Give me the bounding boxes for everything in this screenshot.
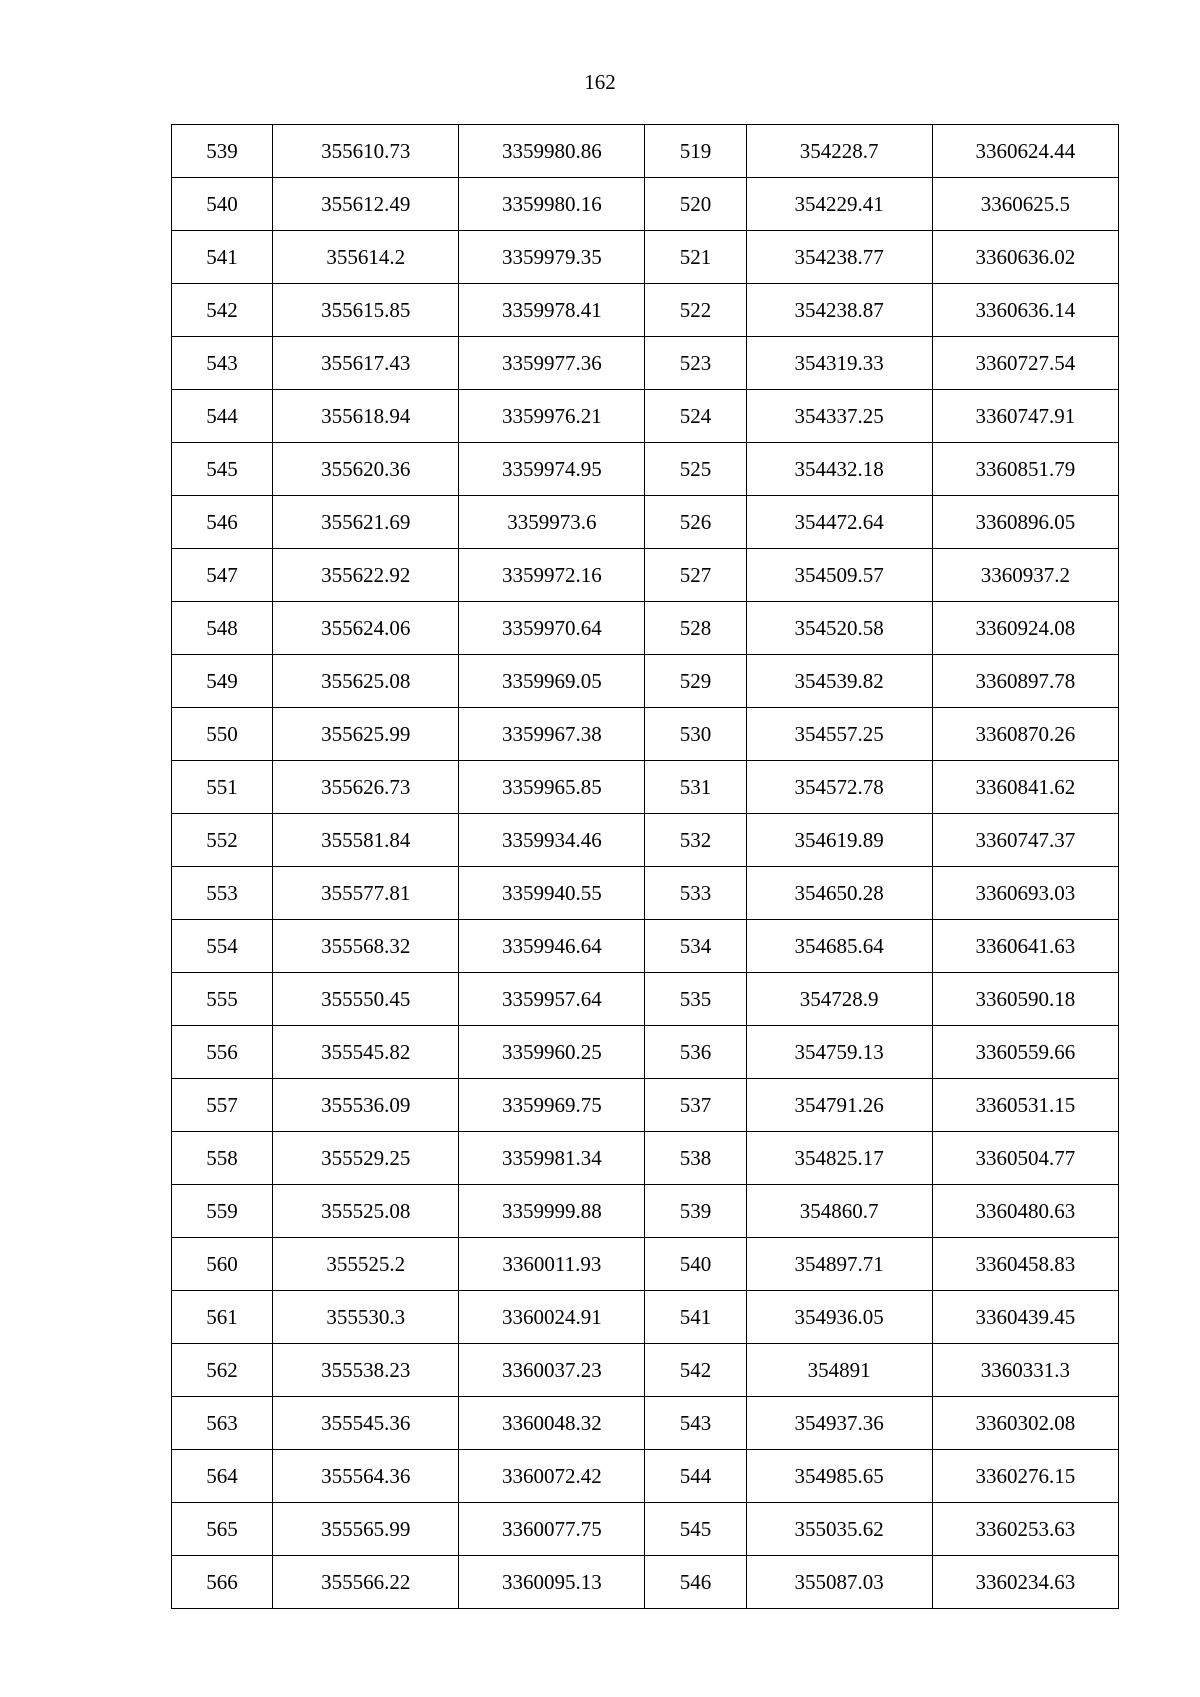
y-coordinate-right-cell: 3360851.79 [932, 443, 1118, 496]
point-id-right-cell: 525 [645, 443, 746, 496]
y-coordinate-left-cell: 3359960.25 [459, 1026, 645, 1079]
table-row [172, 920, 1119, 973]
y-coordinate-right-cell: 3360937.2 [932, 549, 1118, 602]
x-coordinate-left-cell: 355550.45 [273, 973, 459, 1026]
point-id-right-cell: 520 [645, 178, 746, 231]
x-coordinate-left-cell: 355610.73 [273, 125, 459, 178]
x-coordinate-right-cell: 355087.03 [746, 1556, 932, 1609]
table-row [172, 549, 1119, 602]
x-coordinate-right-cell: 354685.64 [746, 920, 932, 973]
x-coordinate-left-cell: 355530.3 [273, 1291, 459, 1344]
x-coordinate-left-cell: 355545.36 [273, 1397, 459, 1450]
y-coordinate-left-cell: 3359999.88 [459, 1185, 645, 1238]
x-coordinate-left-cell: 355565.99 [273, 1503, 459, 1556]
table-row [172, 655, 1119, 708]
y-coordinate-right-cell: 3360531.15 [932, 1079, 1118, 1132]
y-coordinate-left-cell: 3359969.75 [459, 1079, 645, 1132]
table-row [172, 284, 1119, 337]
point-id-left-cell: 562 [172, 1344, 273, 1397]
y-coordinate-left-cell: 3360077.75 [459, 1503, 645, 1556]
y-coordinate-left-cell: 3360037.23 [459, 1344, 645, 1397]
x-coordinate-left-cell: 355625.08 [273, 655, 459, 708]
x-coordinate-left-cell: 355577.81 [273, 867, 459, 920]
point-id-left-cell: 566 [172, 1556, 273, 1609]
point-id-left-cell: 556 [172, 1026, 273, 1079]
point-id-right-cell: 542 [645, 1344, 746, 1397]
table-row [172, 761, 1119, 814]
y-coordinate-right-cell: 3360636.14 [932, 284, 1118, 337]
x-coordinate-right-cell: 354520.58 [746, 602, 932, 655]
table-row [172, 1556, 1119, 1609]
point-id-right-cell: 538 [645, 1132, 746, 1185]
point-id-right-cell: 519 [645, 125, 746, 178]
y-coordinate-left-cell: 3359946.64 [459, 920, 645, 973]
x-coordinate-right-cell: 354509.57 [746, 549, 932, 602]
point-id-right-cell: 527 [645, 549, 746, 602]
x-coordinate-left-cell: 355538.23 [273, 1344, 459, 1397]
x-coordinate-left-cell: 355529.25 [273, 1132, 459, 1185]
table-row [172, 178, 1119, 231]
x-coordinate-left-cell: 355525.2 [273, 1238, 459, 1291]
y-coordinate-right-cell: 3360439.45 [932, 1291, 1118, 1344]
point-id-left-cell: 565 [172, 1503, 273, 1556]
table-row [172, 443, 1119, 496]
x-coordinate-left-cell: 355622.92 [273, 549, 459, 602]
point-id-left-cell: 549 [172, 655, 273, 708]
point-id-right-cell: 543 [645, 1397, 746, 1450]
y-coordinate-right-cell: 3360253.63 [932, 1503, 1118, 1556]
point-id-left-cell: 543 [172, 337, 273, 390]
y-coordinate-right-cell: 3360641.63 [932, 920, 1118, 973]
table-row [172, 390, 1119, 443]
point-id-left-cell: 548 [172, 602, 273, 655]
point-id-left-cell: 550 [172, 708, 273, 761]
point-id-right-cell: 531 [645, 761, 746, 814]
x-coordinate-left-cell: 355620.36 [273, 443, 459, 496]
y-coordinate-right-cell: 3360747.91 [932, 390, 1118, 443]
x-coordinate-left-cell: 355568.32 [273, 920, 459, 973]
y-coordinate-left-cell: 3359940.55 [459, 867, 645, 920]
point-id-right-cell: 536 [645, 1026, 746, 1079]
y-coordinate-right-cell: 3360924.08 [932, 602, 1118, 655]
x-coordinate-right-cell: 354557.25 [746, 708, 932, 761]
table-row [172, 1079, 1119, 1132]
y-coordinate-left-cell: 3359980.16 [459, 178, 645, 231]
y-coordinate-left-cell: 3360095.13 [459, 1556, 645, 1609]
point-id-right-cell: 521 [645, 231, 746, 284]
x-coordinate-right-cell: 354891 [746, 1344, 932, 1397]
point-id-right-cell: 523 [645, 337, 746, 390]
point-id-right-cell: 534 [645, 920, 746, 973]
x-coordinate-right-cell: 354238.77 [746, 231, 932, 284]
y-coordinate-right-cell: 3360870.26 [932, 708, 1118, 761]
x-coordinate-left-cell: 355566.22 [273, 1556, 459, 1609]
coordinate-table-body [172, 125, 1119, 1609]
y-coordinate-left-cell: 3359973.6 [459, 496, 645, 549]
y-coordinate-right-cell: 3360841.62 [932, 761, 1118, 814]
y-coordinate-left-cell: 3359981.34 [459, 1132, 645, 1185]
x-coordinate-right-cell: 354238.87 [746, 284, 932, 337]
point-id-right-cell: 526 [645, 496, 746, 549]
x-coordinate-right-cell: 354539.82 [746, 655, 932, 708]
y-coordinate-left-cell: 3359979.35 [459, 231, 645, 284]
y-coordinate-right-cell: 3360897.78 [932, 655, 1118, 708]
y-coordinate-left-cell: 3359977.36 [459, 337, 645, 390]
x-coordinate-right-cell: 354572.78 [746, 761, 932, 814]
point-id-left-cell: 559 [172, 1185, 273, 1238]
x-coordinate-right-cell: 354229.41 [746, 178, 932, 231]
point-id-right-cell: 541 [645, 1291, 746, 1344]
point-id-left-cell: 551 [172, 761, 273, 814]
y-coordinate-left-cell: 3359957.64 [459, 973, 645, 1026]
table-row [172, 1450, 1119, 1503]
point-id-left-cell: 561 [172, 1291, 273, 1344]
x-coordinate-right-cell: 354319.33 [746, 337, 932, 390]
point-id-left-cell: 555 [172, 973, 273, 1026]
point-id-right-cell: 540 [645, 1238, 746, 1291]
point-id-left-cell: 547 [172, 549, 273, 602]
y-coordinate-left-cell: 3359934.46 [459, 814, 645, 867]
x-coordinate-right-cell: 354228.7 [746, 125, 932, 178]
x-coordinate-right-cell: 354728.9 [746, 973, 932, 1026]
point-id-right-cell: 529 [645, 655, 746, 708]
point-id-left-cell: 545 [172, 443, 273, 496]
x-coordinate-right-cell: 354650.28 [746, 867, 932, 920]
y-coordinate-left-cell: 3360024.91 [459, 1291, 645, 1344]
x-coordinate-right-cell: 354432.18 [746, 443, 932, 496]
y-coordinate-left-cell: 3359978.41 [459, 284, 645, 337]
x-coordinate-left-cell: 355612.49 [273, 178, 459, 231]
point-id-right-cell: 533 [645, 867, 746, 920]
x-coordinate-right-cell: 354791.26 [746, 1079, 932, 1132]
x-coordinate-left-cell: 355626.73 [273, 761, 459, 814]
y-coordinate-left-cell: 3359969.05 [459, 655, 645, 708]
y-coordinate-right-cell: 3360276.15 [932, 1450, 1118, 1503]
coordinate-table [171, 124, 1119, 1609]
table-row [172, 602, 1119, 655]
x-coordinate-left-cell: 355536.09 [273, 1079, 459, 1132]
table-row [172, 1185, 1119, 1238]
y-coordinate-right-cell: 3360480.63 [932, 1185, 1118, 1238]
point-id-right-cell: 544 [645, 1450, 746, 1503]
y-coordinate-left-cell: 3359965.85 [459, 761, 645, 814]
point-id-left-cell: 560 [172, 1238, 273, 1291]
table-row [172, 125, 1119, 178]
y-coordinate-left-cell: 3359980.86 [459, 125, 645, 178]
point-id-right-cell: 535 [645, 973, 746, 1026]
x-coordinate-right-cell: 354937.36 [746, 1397, 932, 1450]
table-row [172, 708, 1119, 761]
table-row [172, 496, 1119, 549]
point-id-left-cell: 540 [172, 178, 273, 231]
y-coordinate-right-cell: 3360331.3 [932, 1344, 1118, 1397]
point-id-right-cell: 545 [645, 1503, 746, 1556]
point-id-left-cell: 552 [172, 814, 273, 867]
point-id-right-cell: 528 [645, 602, 746, 655]
x-coordinate-left-cell: 355625.99 [273, 708, 459, 761]
x-coordinate-left-cell: 355617.43 [273, 337, 459, 390]
page-number: 162 [584, 70, 616, 94]
y-coordinate-right-cell: 3360636.02 [932, 231, 1118, 284]
x-coordinate-left-cell: 355618.94 [273, 390, 459, 443]
point-id-left-cell: 546 [172, 496, 273, 549]
x-coordinate-left-cell: 355615.85 [273, 284, 459, 337]
y-coordinate-right-cell: 3360693.03 [932, 867, 1118, 920]
x-coordinate-right-cell: 354897.71 [746, 1238, 932, 1291]
table-row [172, 973, 1119, 1026]
x-coordinate-right-cell: 354985.65 [746, 1450, 932, 1503]
x-coordinate-right-cell: 354472.64 [746, 496, 932, 549]
point-id-left-cell: 558 [172, 1132, 273, 1185]
table-row [172, 231, 1119, 284]
table-row [172, 814, 1119, 867]
table-row [172, 337, 1119, 390]
point-id-left-cell: 564 [172, 1450, 273, 1503]
point-id-left-cell: 544 [172, 390, 273, 443]
x-coordinate-right-cell: 354337.25 [746, 390, 932, 443]
point-id-left-cell: 557 [172, 1079, 273, 1132]
y-coordinate-left-cell: 3360072.42 [459, 1450, 645, 1503]
x-coordinate-left-cell: 355621.69 [273, 496, 459, 549]
y-coordinate-left-cell: 3359972.16 [459, 549, 645, 602]
y-coordinate-right-cell: 3360896.05 [932, 496, 1118, 549]
table-row [172, 867, 1119, 920]
y-coordinate-left-cell: 3359967.38 [459, 708, 645, 761]
x-coordinate-right-cell: 354619.89 [746, 814, 932, 867]
y-coordinate-right-cell: 3360727.54 [932, 337, 1118, 390]
y-coordinate-right-cell: 3360624.44 [932, 125, 1118, 178]
point-id-left-cell: 554 [172, 920, 273, 973]
x-coordinate-left-cell: 355564.36 [273, 1450, 459, 1503]
y-coordinate-right-cell: 3360625.5 [932, 178, 1118, 231]
point-id-left-cell: 553 [172, 867, 273, 920]
point-id-left-cell: 542 [172, 284, 273, 337]
y-coordinate-right-cell: 3360458.83 [932, 1238, 1118, 1291]
point-id-right-cell: 537 [645, 1079, 746, 1132]
x-coordinate-left-cell: 355525.08 [273, 1185, 459, 1238]
point-id-right-cell: 539 [645, 1185, 746, 1238]
x-coordinate-left-cell: 355545.82 [273, 1026, 459, 1079]
y-coordinate-left-cell: 3360011.93 [459, 1238, 645, 1291]
point-id-right-cell: 546 [645, 1556, 746, 1609]
x-coordinate-right-cell: 355035.62 [746, 1503, 932, 1556]
table-row [172, 1291, 1119, 1344]
table-row [172, 1503, 1119, 1556]
y-coordinate-right-cell: 3360302.08 [932, 1397, 1118, 1450]
point-id-left-cell: 563 [172, 1397, 273, 1450]
y-coordinate-left-cell: 3360048.32 [459, 1397, 645, 1450]
point-id-left-cell: 539 [172, 125, 273, 178]
point-id-right-cell: 524 [645, 390, 746, 443]
point-id-right-cell: 522 [645, 284, 746, 337]
table-row [172, 1397, 1119, 1450]
y-coordinate-right-cell: 3360590.18 [932, 973, 1118, 1026]
y-coordinate-right-cell: 3360559.66 [932, 1026, 1118, 1079]
y-coordinate-right-cell: 3360234.63 [932, 1556, 1118, 1609]
y-coordinate-left-cell: 3359970.64 [459, 602, 645, 655]
table-row [172, 1238, 1119, 1291]
point-id-right-cell: 532 [645, 814, 746, 867]
y-coordinate-left-cell: 3359974.95 [459, 443, 645, 496]
x-coordinate-right-cell: 354825.17 [746, 1132, 932, 1185]
table-row [172, 1132, 1119, 1185]
x-coordinate-right-cell: 354860.7 [746, 1185, 932, 1238]
table-row [172, 1344, 1119, 1397]
point-id-left-cell: 541 [172, 231, 273, 284]
x-coordinate-right-cell: 354759.13 [746, 1026, 932, 1079]
x-coordinate-right-cell: 354936.05 [746, 1291, 932, 1344]
x-coordinate-left-cell: 355624.06 [273, 602, 459, 655]
x-coordinate-left-cell: 355614.2 [273, 231, 459, 284]
point-id-right-cell: 530 [645, 708, 746, 761]
y-coordinate-right-cell: 3360504.77 [932, 1132, 1118, 1185]
y-coordinate-left-cell: 3359976.21 [459, 390, 645, 443]
table-row [172, 1026, 1119, 1079]
x-coordinate-left-cell: 355581.84 [273, 814, 459, 867]
y-coordinate-right-cell: 3360747.37 [932, 814, 1118, 867]
